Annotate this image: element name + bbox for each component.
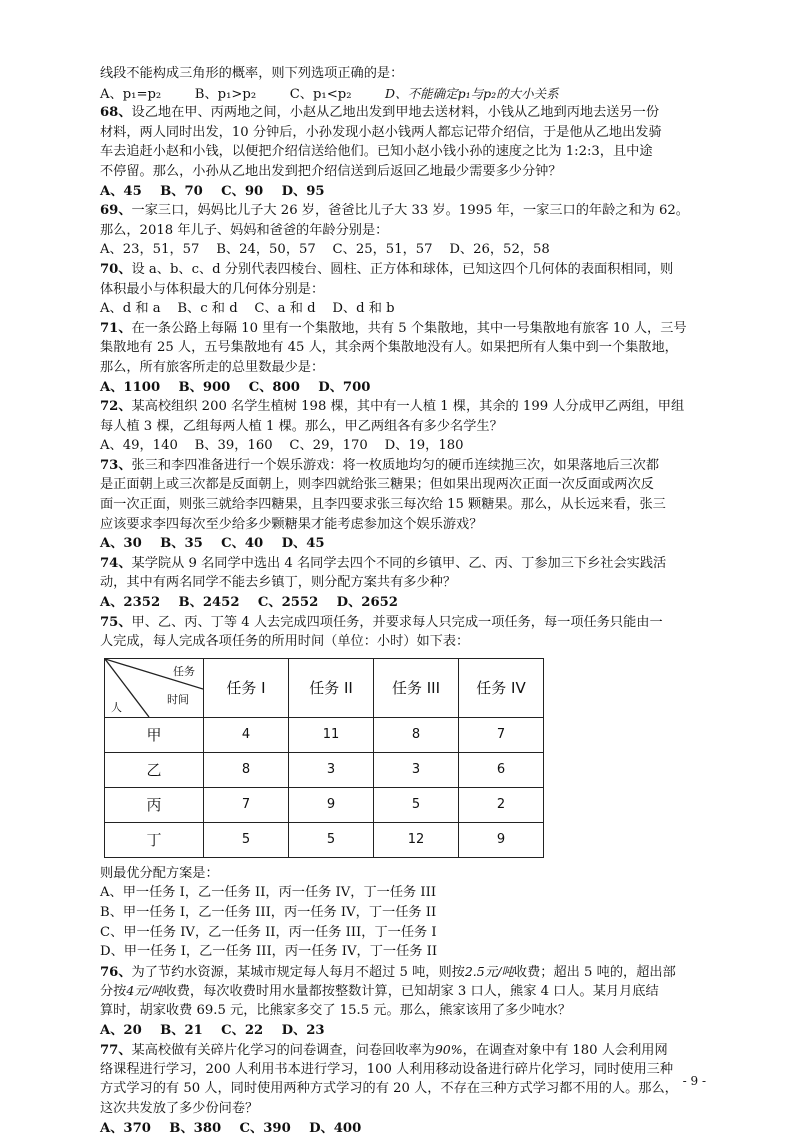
q77-line: 这次共发放了多少份问卷？ (100, 1100, 259, 1116)
table-row (105, 717, 544, 752)
table-cell: 3 (289, 752, 374, 787)
q73-options: A、30 B、35 C、40 D、45 (100, 536, 325, 552)
question-text: 某学院从 9 名同学中选出 4 名同学去四个不同的乡镇甲、乙、丙、丁参加三下乡社会实践活 (131, 555, 667, 571)
question-number: 74、 (100, 555, 132, 571)
table-cell: 9 (289, 787, 374, 822)
q75-choice: C、甲一任务 IV，乙一任务 II，丙一任务 III，丁一任务 I (100, 924, 437, 940)
q71-line: 集散地有 25 人，五号集散地有 45 人，其余两个集散地没有人。如果把所有人集中到一个集散地， (100, 340, 678, 356)
text-line: 线段不能构成三角形的概率，则下列选项正确的是： (100, 66, 404, 81)
q75-line: 人完成，每人完成各项任务的所用时间（单位：小时）如下表： (100, 634, 470, 650)
question-text: 分按 (100, 984, 127, 1000)
q69-line (100, 201, 710, 221)
question-text: 某高校组织 200 名学生植树 198 棵，其中有一人植 1 棵，其余的 199 人分成甲乙两组，甲组 (131, 399, 685, 415)
question-number: 77、 (100, 1043, 132, 1059)
question-number: 71、 (100, 320, 132, 336)
diagonal-header-cell (105, 658, 204, 717)
q74-line (100, 554, 710, 574)
option-d: D、不能确定p₁与p₂的大小关系 (385, 85, 559, 101)
question-number: 72、 (100, 399, 132, 415)
q71-line: 那么，所有旅客所走的总里数最少是： (100, 359, 325, 375)
q68-line: 材料，两人同时出发，10 分钟后，小孙发现小赵小钱两人都忘记带介绍信，于是他从乙地出发骑 (100, 124, 662, 140)
q74-options: A、2352 B、2452 C、2552 D、2652 (100, 595, 398, 611)
question-text: ，在调查对象中有 180 人会利用网 (462, 1043, 668, 1059)
question-number: 73、 (100, 457, 132, 473)
q77-options: A、370 B、380 C、390 D、400 (100, 1120, 362, 1136)
question-text: 张三和李四准备进行一个娱乐游戏：将一枚质地均匀的硬币连续抛三次，如果落地后三次都 (131, 457, 660, 473)
q77-line (100, 1040, 710, 1060)
task-time-table (104, 658, 544, 858)
q73-line (100, 456, 710, 476)
rate-handwritten: 2.5元/吨 (464, 963, 514, 979)
percent-handwritten: 90% (434, 1042, 463, 1058)
question-number: 70、 (100, 261, 132, 277)
q77-line: 络课程进行学习，200 人利用书本进行学习，100 人利用移动设备进行碎片化学习，同时使用三种 (100, 1061, 674, 1077)
table-cell: 2 (459, 787, 544, 822)
question-text: 一家三口，妈妈比儿子大 26 岁，爸爸比儿子大 33 岁。1995 年，一家三口的年龄之和为 62。 (131, 203, 689, 219)
q71-options: A、1100 B、900 C、800 D、700 (100, 379, 371, 395)
table-row (105, 787, 544, 822)
question-text: 某高校做有关碎片化学习的问卷调查，问卷回收率为 (131, 1043, 435, 1059)
question-number: 69、 (100, 203, 132, 219)
table-cell: 5 (204, 822, 289, 857)
table-header-cell: 任务 II (289, 658, 374, 717)
table-cell: 9 (459, 822, 544, 857)
q69-options: A、23，51，57 B、24，50，57 C、25，51，57 D、26，52，58 (100, 242, 550, 258)
q69-line: 那么，2018 年儿子、妈妈和爸爸的年龄分别是： (100, 222, 389, 238)
option-b: B、p₁>p₂ (194, 86, 257, 102)
table-cell: 5 (374, 787, 459, 822)
q76-line (100, 981, 710, 1001)
q73-line: 应该要求李四每次至少给多少颗糖果才能考虑参加这个娱乐游戏？ (100, 516, 483, 532)
diag-task-label: 任务 (173, 664, 195, 678)
table-header-cell: 任务 IV (459, 658, 544, 717)
q75-choice: B、甲一任务 I，乙一任务 III，丙一任务 IV，丁一任务 II (100, 905, 437, 920)
q77-line: 方式学习的有 50 人，同时使用两种方式学习的有 20 人，不存在三种方式学习都不用的人。那么， (100, 1081, 678, 1097)
row-label: 乙 (105, 752, 204, 787)
q73-line: 是正面朝上或三次都是反面朝上，则李四就给张三糖果；但如果出现两次正面一次反面或两次反 (100, 477, 654, 493)
table-cell: 8 (374, 717, 459, 752)
question-text: 收费，每次收费时用水量都按整数计算，已知胡家 3 口人，熊家 4 口人。某月月底结 (163, 984, 659, 1000)
table-cell: 12 (374, 822, 459, 857)
q76-line (100, 962, 710, 982)
q75-choice: A、甲一任务 I，乙一任务 II，丙一任务 IV，丁一任务 III (100, 885, 437, 901)
table-header-cell: 任务 III (374, 658, 459, 717)
table-header-cell: 任务 I (204, 658, 289, 717)
question-number: 75、 (100, 614, 132, 630)
table-cell: 4 (204, 717, 289, 752)
table-header-row (105, 658, 544, 717)
table-cell: 3 (374, 752, 459, 787)
q67-options (100, 84, 710, 104)
q75-after: 则最优分配方案是： (100, 865, 219, 881)
q68-line (100, 103, 710, 123)
q70-line (100, 260, 710, 280)
rate-handwritten: 4元/吨 (126, 983, 164, 999)
q76-options: A、20 B、21 C、22 D、23 (100, 1022, 325, 1038)
question-text: 在一条公路上每隔 10 里有一个集散地，共有 5 个集散地，其中一号集散地有旅客 10 人，三号 (131, 320, 687, 336)
question-text: 甲、乙、丙、丁等 4 人去完成四项任务，并要求每人只完成一项任务，每一项任务只能由一 (131, 614, 663, 630)
diag-person-label: 人 (111, 700, 122, 714)
document-page (100, 64, 710, 1138)
table-cell: 11 (289, 717, 374, 752)
diag-time-label: 时间 (167, 692, 189, 706)
q68-options: A、45 B、70 C、90 D、95 (100, 183, 325, 199)
table-row (105, 752, 544, 787)
q70-line: 体积最小与体积最大的几何体分别是： (100, 281, 325, 297)
row-label: 甲 (105, 717, 204, 752)
q72-options: A、49，140 B、39，160 C、29，170 D、19，180 (100, 438, 464, 454)
question-text: 设乙地在甲、丙两地之间，小赵从乙地出发到甲地去送材料，小钱从乙地到丙地去送另一份 (131, 105, 660, 121)
page-number: - 9 - (682, 1074, 706, 1088)
q68-line: 不停留。那么，小孙从乙地出发到把介绍信送到后返回乙地最少需要多少分钟？ (100, 163, 562, 179)
q71-line (100, 319, 710, 339)
table-cell: 7 (459, 717, 544, 752)
question-text: 收费；超出 5 吨的，超出部 (513, 964, 676, 980)
table-cell: 8 (204, 752, 289, 787)
question-number: 76、 (100, 964, 132, 980)
table-cell: 6 (459, 752, 544, 787)
option-c: C、p₁<p₂ (289, 86, 352, 102)
option-a: A、p₁=p₂ (100, 86, 162, 102)
q76-line: 算时，胡家收费 69.5 元，比熊家多交了 15.5 元。那么，熊家该用了多少吨水？ (100, 1002, 572, 1018)
q70-options: A、d 和 a B、c 和 d C、a 和 d D、d 和 b (100, 301, 395, 317)
q72-line (100, 397, 710, 417)
q75-choice: D、甲一任务 I，乙一任务 III，丙一任务 IV，丁一任务 II (100, 944, 438, 960)
q68-line: 车去追赶小赵和小钱，以便把介绍信送给他们。已知小赵小钱小孙的速度之比为 1:2:3，且中途 (100, 144, 653, 160)
question-text: 设 a、b、c、d 分别代表四棱台、圆柱、正方体和球体，已知这四个几何体的表面积相同，则 (131, 261, 674, 277)
question-number: 68、 (100, 105, 132, 121)
row-label: 丁 (105, 822, 204, 857)
q75-line (100, 613, 710, 633)
question-text: 为了节约水资源，某城市规定每人每月不超过 5 吨，则按 (131, 964, 465, 980)
table-cell: 5 (289, 822, 374, 857)
row-label: 丙 (105, 787, 204, 822)
table-row (105, 822, 544, 857)
table-cell: 7 (204, 787, 289, 822)
q74-line: 动，其中有两名同学不能去乡镇丁，则分配方案共有多少种？ (100, 575, 457, 591)
q73-line: 面一次正面，则张三就给李四糖果，且李四要求张三每次给 15 颗糖果。那么，从长远来看，张三 (100, 497, 666, 513)
q72-line: 每人植 3 棵，乙组每两人植 1 棵。那么，甲乙两组各有多少名学生？ (100, 418, 503, 434)
